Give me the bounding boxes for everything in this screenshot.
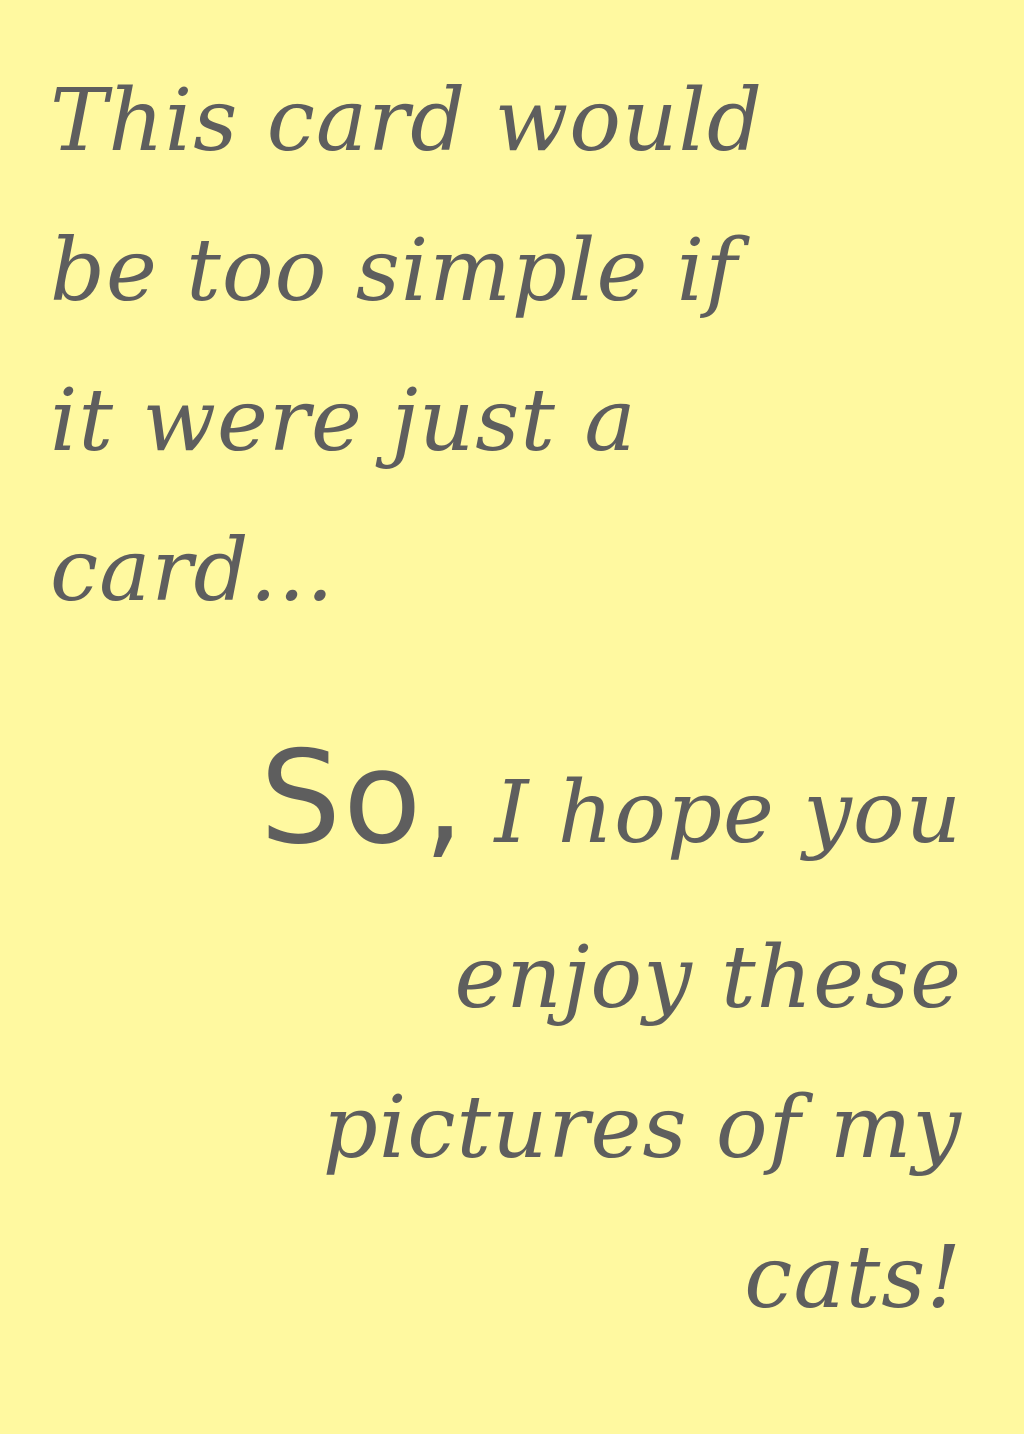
closing-line-1 [259, 724, 962, 873]
closing-line-2: enjoy these [454, 928, 962, 1028]
intro-line-4: card... [50, 521, 335, 621]
intro-line-2: be too simple if [50, 221, 739, 321]
closing-text-1: I hope you [494, 763, 962, 863]
intro-line-1: This card would [50, 71, 763, 171]
intro-line-3: it were just a [50, 371, 637, 471]
closing-line-3: pictures of my [322, 1078, 962, 1178]
closing-line-4: cats! [744, 1228, 962, 1328]
so-word: So, [259, 724, 467, 873]
